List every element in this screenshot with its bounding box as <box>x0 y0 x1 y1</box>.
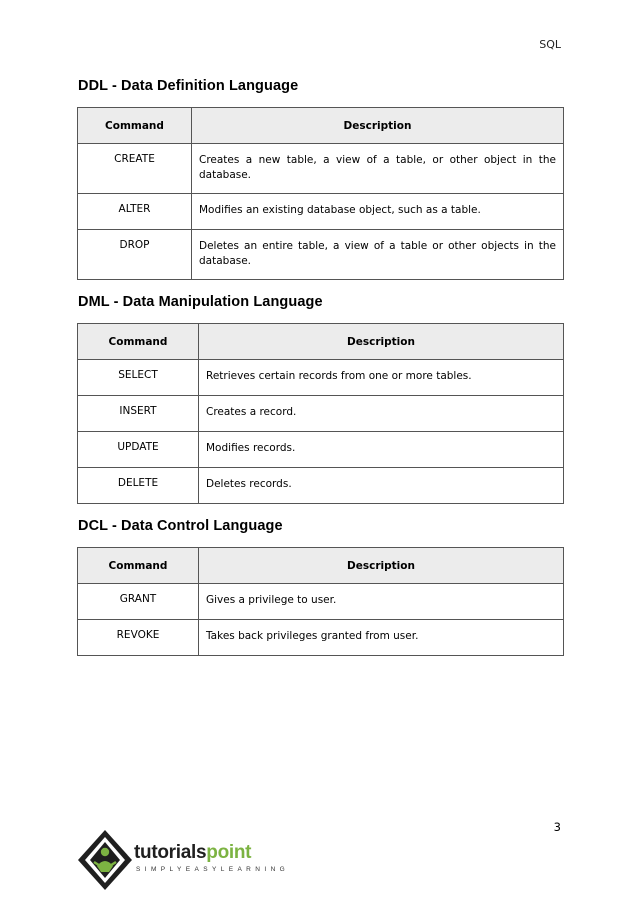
table-row <box>78 468 564 504</box>
section-title-ddl: DDL - Data Definition Language <box>78 78 299 94</box>
command-cell: INSERT <box>78 396 199 432</box>
column-header-description: Description <box>199 324 564 360</box>
column-header-command: Command <box>78 324 199 360</box>
table-row <box>78 432 564 468</box>
table-row <box>78 584 564 620</box>
section-title-dml: DML - Data Manipulation Language <box>78 294 323 310</box>
command-cell: ALTER <box>78 194 192 230</box>
column-header-command: Command <box>78 108 192 144</box>
command-cell: CREATE <box>78 144 192 194</box>
table-row <box>78 620 564 656</box>
ddl-table <box>77 107 564 280</box>
column-header-command: Command <box>78 548 199 584</box>
running-header: SQL <box>539 38 561 51</box>
table-row <box>78 360 564 396</box>
table-header-row <box>78 324 564 360</box>
logo-word-point: point <box>206 842 252 863</box>
description-cell: Creates a new table, a view of a table, or other object in the database. <box>192 144 564 194</box>
dcl-table <box>77 547 564 656</box>
column-header-description: Description <box>199 548 564 584</box>
table-row <box>78 396 564 432</box>
description-cell: Gives a privilege to user. <box>199 584 564 620</box>
table-row <box>78 194 564 230</box>
tutorialspoint-logo <box>76 828 290 892</box>
description-cell: Deletes an entire table, a view of a table or other objects in the database. <box>192 230 564 280</box>
column-header-description: Description <box>192 108 564 144</box>
description-cell: Creates a record. <box>199 396 564 432</box>
table-row <box>78 230 564 280</box>
section-title-dcl: DCL - Data Control Language <box>78 518 283 534</box>
command-cell: UPDATE <box>78 432 199 468</box>
command-cell: DROP <box>78 230 192 280</box>
logo-diamond-icon <box>76 828 134 892</box>
table-header-row <box>78 548 564 584</box>
table-header-row <box>78 108 564 144</box>
description-cell: Modifies records. <box>199 432 564 468</box>
page-number: 3 <box>553 820 561 834</box>
command-cell: SELECT <box>78 360 199 396</box>
command-cell: DELETE <box>78 468 199 504</box>
description-cell: Retrieves certain records from one or more tables. <box>199 360 564 396</box>
command-cell: REVOKE <box>78 620 199 656</box>
dml-table <box>77 323 564 504</box>
logo-word-tutorials: tutorials <box>134 842 207 863</box>
logo-tagline: SIMPLYEASYLEARNING <box>136 866 290 873</box>
description-cell: Deletes records. <box>199 468 564 504</box>
command-cell: GRANT <box>78 584 199 620</box>
table-row <box>78 144 564 194</box>
description-cell: Takes back privileges granted from user. <box>199 620 564 656</box>
description-cell: Modifies an existing database object, such as a table. <box>192 194 564 230</box>
